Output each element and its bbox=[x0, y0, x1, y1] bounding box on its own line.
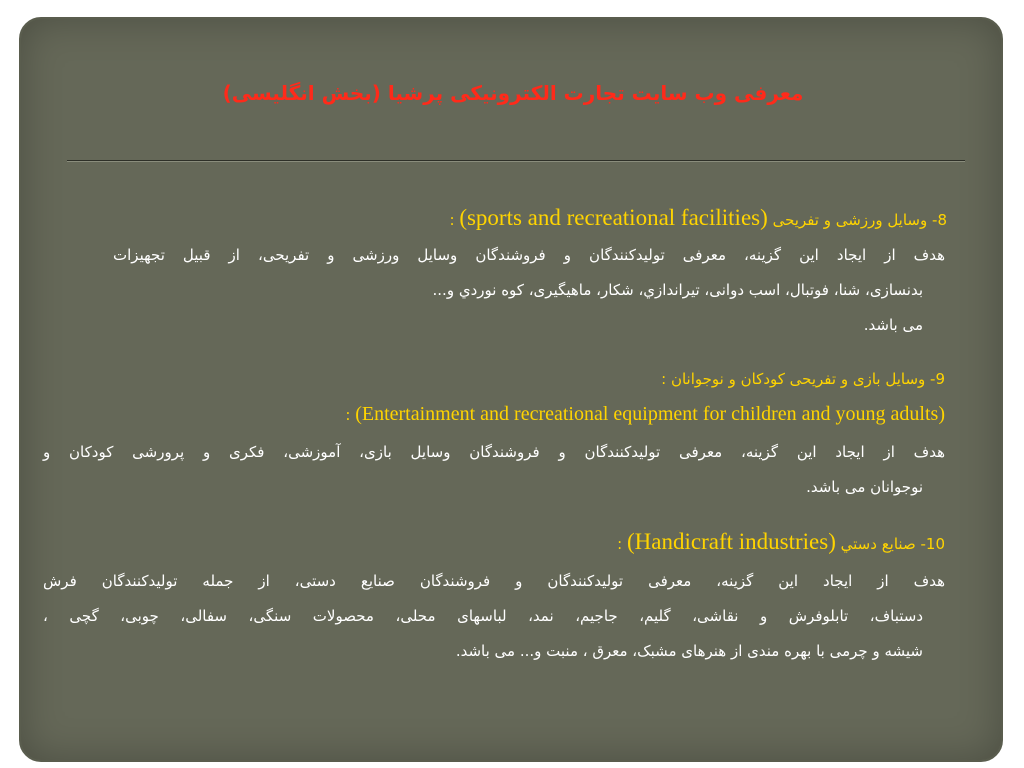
section-8-close-paren: ) bbox=[760, 205, 768, 230]
slide bbox=[19, 17, 1003, 762]
section-8-line-3: می باشد. bbox=[863, 316, 923, 334]
section-8-number: 8- bbox=[932, 211, 947, 229]
section-9-title-en: Entertainment and recreational equipment for children and young adults bbox=[361, 403, 939, 425]
section-10-line-2: دستباف، تابلوفرش و نقاشی، گلیم، جاجیم، نمد، لباسهای محلی، محصولات سنگی، سفالی، چوبی، گچی ، bbox=[43, 607, 923, 625]
section-10-line-1: هدف از ایجاد این گزینه، معرفی تولیدکنندگان و فروشندگان صنایع دستی، از جمله تولیدکنندگان فرش bbox=[43, 572, 945, 590]
section-10-title-fa: صنایع دستي bbox=[840, 535, 916, 553]
section-9-title-en-wrap bbox=[355, 403, 945, 425]
section-10-title-en-wrap bbox=[627, 529, 836, 554]
section-10-line-3: شیشه و چرمی با بهره مندی از هنرهای مشبک، معرق ، منبت و... می باشد. bbox=[455, 642, 923, 660]
section-9-line-2: نوجوانان می باشد. bbox=[806, 478, 923, 496]
section-8-title-en: sports and recreational facilities bbox=[466, 205, 761, 230]
section-8-line-1: هدف از ایجاد این گزینه، معرفی تولیدکنندگان و فروشندگان وسایل ورزشی و تفریحی، از قبیل تجهیزات bbox=[113, 246, 945, 264]
section-8-line-2: بدنسازی، شنا، فوتبال، اسب دوانی، تیراندازي، شکار، ماهیگیری، کوه نوردي و... bbox=[432, 281, 923, 299]
section-8-title-fa: وسایل ورزشی و تفریحی bbox=[772, 211, 928, 229]
section-10-colon: : bbox=[617, 535, 623, 553]
section-9-colon: : bbox=[345, 406, 351, 424]
section-9-heading: 9- وسایل بازی و تفریحی کودکان و نوجوانان : bbox=[661, 370, 945, 388]
section-10-heading bbox=[617, 529, 945, 555]
section-10-close-paren: ) bbox=[828, 529, 836, 554]
section-8-colon: : bbox=[449, 211, 455, 229]
section-9-open-paren: ( bbox=[355, 403, 362, 425]
section-8-heading bbox=[449, 205, 947, 231]
section-8-open-paren: ( bbox=[459, 205, 467, 230]
section-10-number: 10- bbox=[920, 535, 945, 553]
section-8-title-en-wrap bbox=[459, 205, 767, 230]
section-9-heading-en bbox=[345, 403, 945, 426]
section-10-title-en: Handicraft industries bbox=[634, 529, 829, 554]
section-10-open-paren: ( bbox=[627, 529, 635, 554]
section-9-close-paren: ) bbox=[938, 403, 945, 425]
slide-title: معرفی وب سایت تجارت الکترونیکی پرشیا (بخش انگلیسی) bbox=[222, 81, 804, 105]
section-9-line-1: هدف از ایجاد این گزینه، معرفی تولیدکنندگان و فروشندگان وسایل بازی، آموزشی، فکری و پرورشی کودکان و bbox=[43, 443, 945, 461]
title-divider bbox=[67, 160, 965, 162]
